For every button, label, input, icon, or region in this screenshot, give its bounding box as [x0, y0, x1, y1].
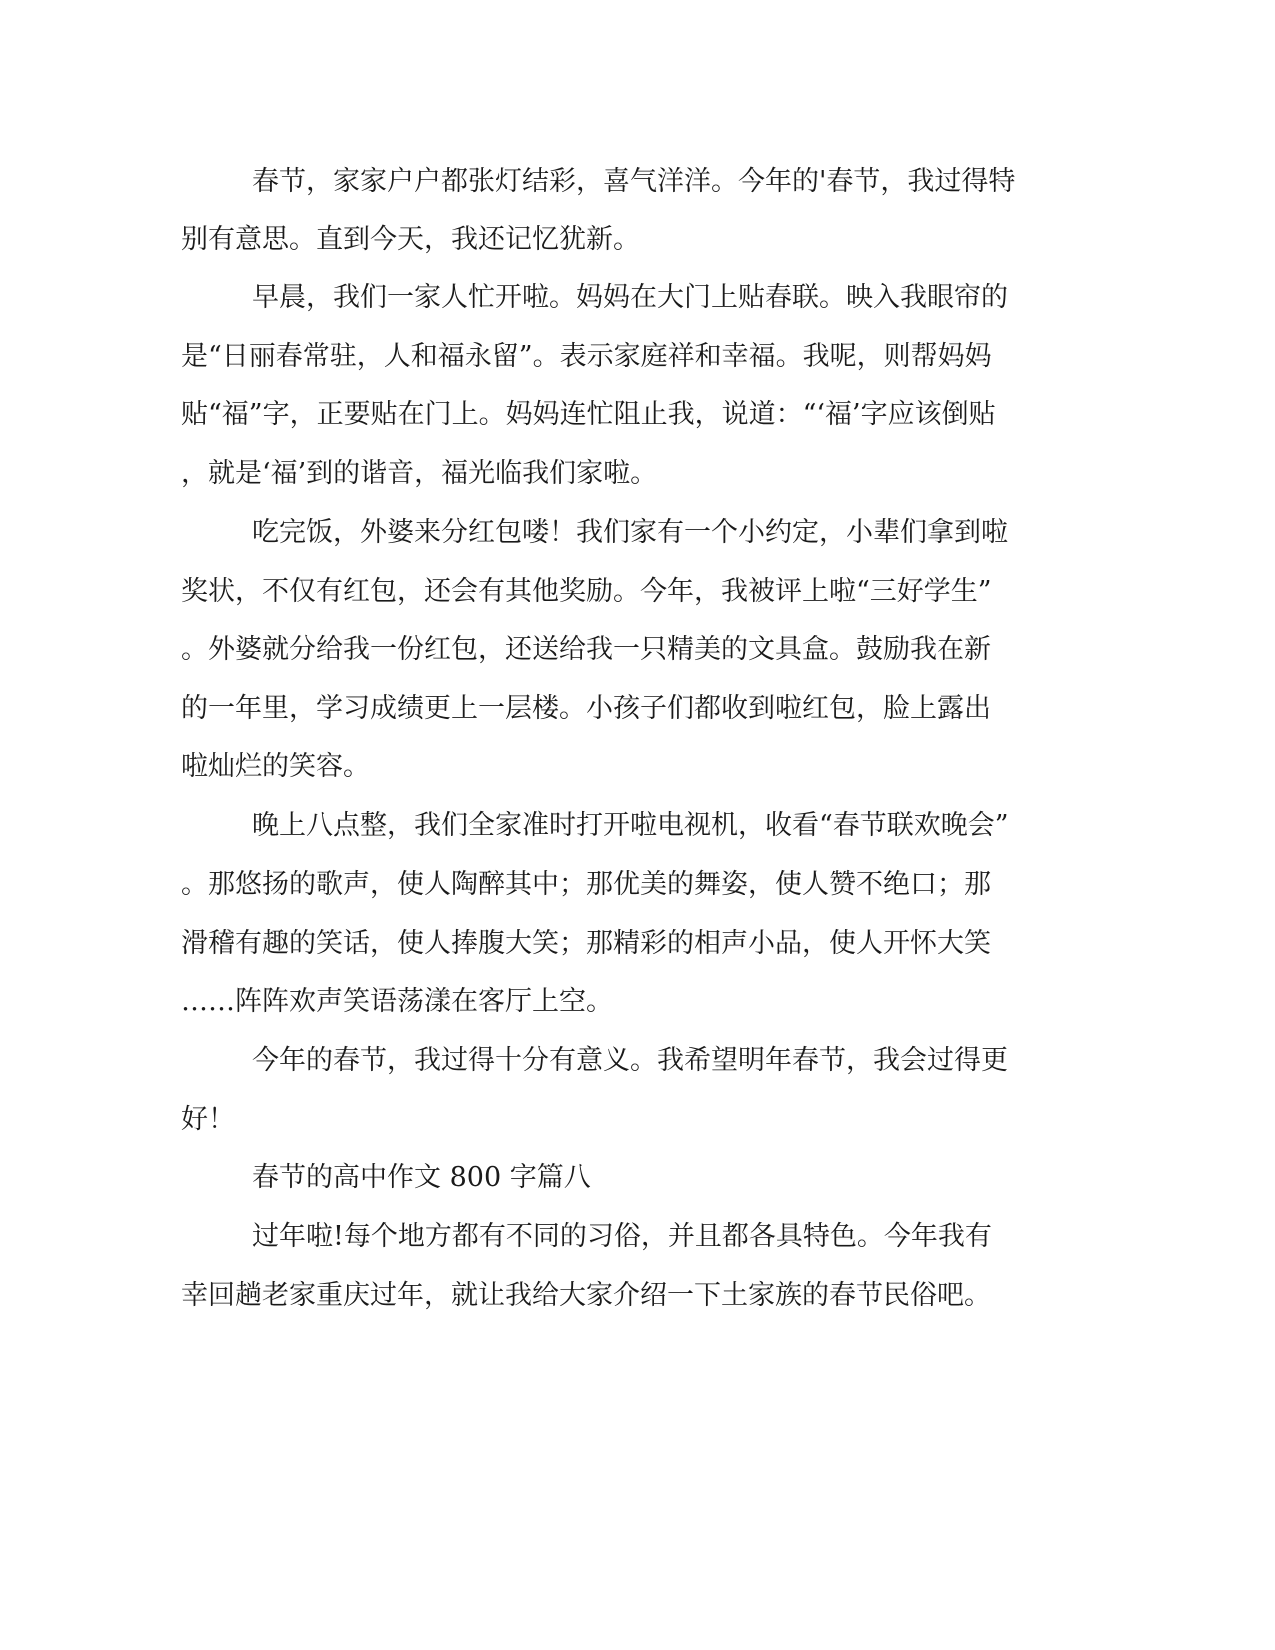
text-line-6: ，就是‘福’到的谐音，福光临我们家啦。 — [181, 458, 658, 489]
text-line-20: 幸回趟老家重庆过年，就让我给大家介绍一下土家族的春节民俗吧。 — [181, 1280, 991, 1311]
text-line-10: 的一年里，学习成绩更上一层楼。小孩子们都收到啦红包，脸上露出 — [181, 693, 991, 724]
text-line-1: 春节，家家户户都张灯结彩，喜气洋洋。今年的'春节，我过得特 — [252, 166, 1016, 197]
section-heading: 春节的高中作文 800 字篇八 — [252, 1162, 591, 1193]
text-line-14: 滑稽有趣的笑话，使人捧腹大笑；那精彩的相声小品，使人开怀大笑 — [181, 928, 991, 959]
text-line-11: 啦灿烂的笑容。 — [181, 751, 370, 782]
text-line-4: 是“日丽春常驻，人和福永留”。表示家庭祥和幸福。我呢，则帮妈妈 — [181, 341, 992, 372]
text-line-13: 。那悠扬的歌声，使人陶醉其中；那优美的舞姿，使人赞不绝口；那 — [181, 869, 991, 900]
text-line-9: 。外婆就分给我一份红包，还送给我一只精美的文具盒。鼓励我在新 — [181, 634, 991, 665]
text-line-15: ……阵阵欢声笑语荡漾在客厅上空。 — [181, 986, 613, 1017]
text-line-7: 吃完饭，外婆来分红包喽！我们家有一个小约定，小辈们拿到啦 — [252, 517, 1008, 548]
text-line-17: 好！ — [181, 1104, 235, 1135]
text-line-8: 奖状，不仅有红包，还会有其他奖励。今年，我被评上啦“三好学生” — [181, 576, 992, 607]
text-line-12: 晚上八点整，我们全家准时打开啦电视机，收看“春节联欢晚会” — [252, 810, 1009, 841]
text-line-16: 今年的春节，我过得十分有意义。我希望明年春节，我会过得更 — [252, 1045, 1008, 1076]
text-line-3: 早晨，我们一家人忙开啦。妈妈在大门上贴春联。映入我眼帘的 — [252, 282, 1008, 313]
text-line-5: 贴“福”字，正要贴在门上。妈妈连忙阻止我，说道：“‘福’字应该倒贴 — [181, 399, 996, 430]
text-line-2: 别有意思。直到今天，我还记忆犹新。 — [181, 224, 640, 255]
text-line-19: 过年啦!每个地方都有不同的习俗，并且都各具特色。今年我有 — [252, 1221, 992, 1252]
